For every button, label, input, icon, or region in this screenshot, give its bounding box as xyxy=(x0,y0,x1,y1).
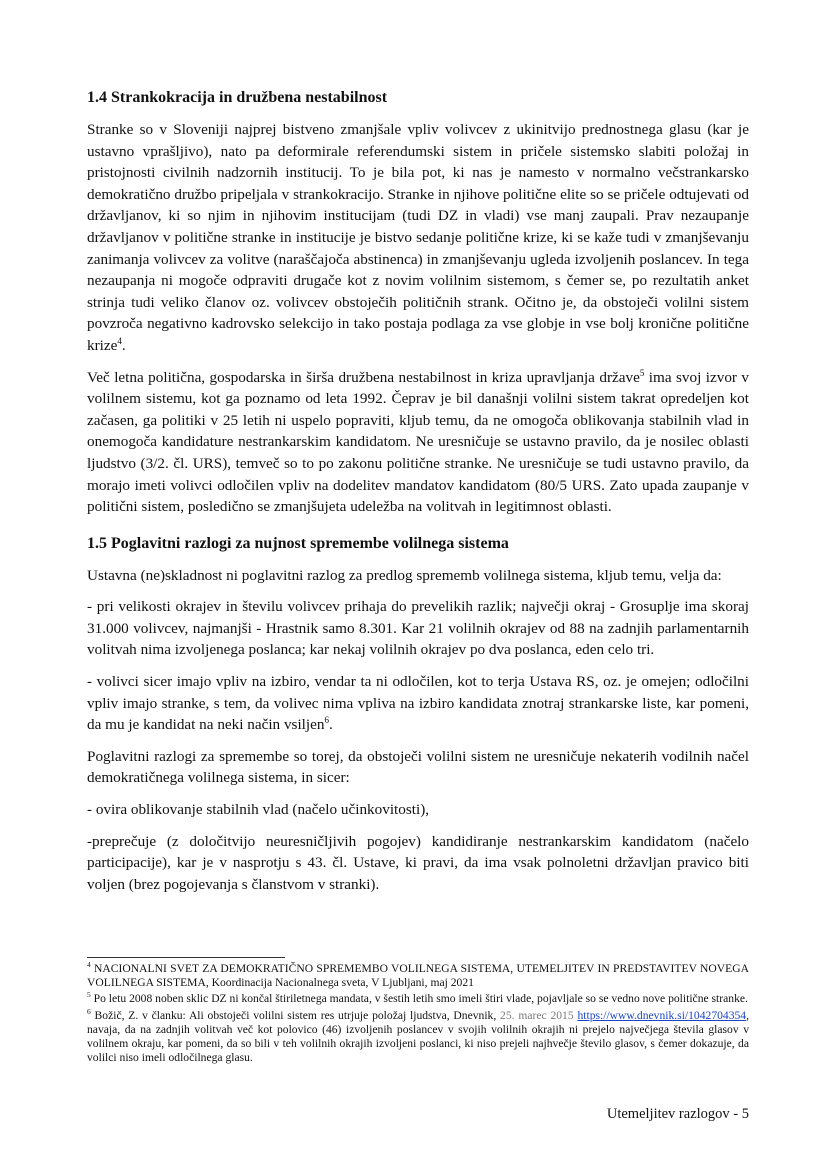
section-heading-1-5: 1.5 Poglavitni razlogi za nujnost spremembe volilnega sistema xyxy=(87,534,509,552)
paragraph: -preprečuje (z določitvijo neuresničljivih pogojev) kandidiranje nestrankarskim kandidatom (načelo participacije), kar je v nasprotju s 43. čl. Ustave, ki pravi, da ima vsak polnoletni državljan pravico biti voljen (brez pogojevanja s članstvom v stranki). xyxy=(87,832,749,893)
footnotes xyxy=(87,962,749,1067)
paragraph: Ustavna (ne)skladnost ni poglavitni razlog za predlog sprememb volilnega sistema, kljub temu, velja da: xyxy=(87,566,722,584)
page-footer: Utemeljitev razlogov - 5 xyxy=(606,1106,749,1122)
footnote-ref-6[interactable]: 6 xyxy=(324,715,329,726)
paragraph: Poglavitni razlogi za spremembe so torej, da obstoječi volilni sistem ne uresničuje nekaterih vodilnih načel demokratičnega volilnega sistema, in sicer: xyxy=(87,747,749,787)
footnote-ref-4[interactable]: 4 xyxy=(117,335,122,346)
paragraph: - ovira oblikovanje stabilnih vlad (načelo učinkovitosti), xyxy=(87,801,430,819)
footnote-divider xyxy=(87,957,285,958)
footnote-5: $^5$ Po letu 2008 noben sklic DZ ni končal štiriletnega mandata, v šestih letih smo imeli štiri vlade, pojavljale so se vedno nove politične stranke. xyxy=(87,990,748,1006)
paragraph: - pri velikosti okrajev in številu volivcev prihaja do prevelikih razlik; največji okraj - Grosuplje ima skoraj 31.000 volivcev, najmanjši - Hrastnik samo 8.301. Kar 21 volilnih okrajev od 88 na zadnjih parlamentarnih volitvah nima izvoljenega poslanca; kar nekaj volilnih okrajev po dva poslanca, eden celo tri. xyxy=(87,598,749,659)
section-heading-1-4: 1.4 Strankokracija in družbena nestabilnost xyxy=(87,89,388,106)
main-content xyxy=(87,88,749,905)
paragraph: Več letna politična, gospodarska in širša družbena nestabilnost in kriza upravljanja države$^5$ ima svoj izvor v volilnem sistemu, kot ga poznamo od leta 1992. Čeprav je bil današnji volilni sistem takrat opredeljen kot začasen, ga politiki v 25 letih ni uspelo popraviti, kljub temu, da ne omogoča oblikovanja stabilnih vlad in onemogoča kandidature nestrankarskim kandidatom. Ne uresničuje se ustavno pravilo, da je nosilec oblasti ljudstvo (3/2. čl. URS), temveč so to po zakonu politične stranke. Ne uresničuje se tudi ustavno pravilo, da morajo imeti volivci odločilen vpliv na dodelitev mandatov kandidatom (80/5 URS. Zato upada zaupanje v politični sistem, posledično se zmanjšujeta udeležba na volitvah in legitimnost oblasti. xyxy=(87,367,750,516)
footnote-date: 25. marec 2015 xyxy=(500,1008,574,1022)
footnote-4: $^4$ NACIONALNI SVET ZA DEMOKRATIČNO SPREMEMBO VOLILNEGA SISTEMA, UTEMELJITEV IN PREDSTAVITEV NOVEGA VOLILNEGA SISTEMA, Koordinacija Nacionalnega sveta, V Ljubljani, maj 2021 xyxy=(87,960,749,990)
footnote-ref-5[interactable]: 5 xyxy=(639,367,645,378)
footnote-link[interactable]: https://www.dnevnik.si/1042704354 xyxy=(577,1008,747,1022)
paragraph: Stranke so v Sloveniji najprej bistveno zmanjšale vpliv volivcev z ukinitvijo prednostnega glasu (kar je ustavno vprašljivo), nato pa deformirale referendumski sistem in pričele sistemsko slabiti položaj in pristojnosti civilnih nadzornih institucij. To je bila pot, ki nas je namesto v normalno večstrankarsko demokratično družbo pripeljala v strankokracijo. Stranke in njihove politične elite so se pričele odtujevati od državljanov, ki so njim in njihovim institucijam (tudi DZ in vladi) vse manj zaupali. Prav nezaupanje državljanov v politične stranke in institucije je bistvo sedanje politične krize, ki se kaže tudi v zmanjševanju zanimanja volivcev za volitve (naraščajoča abstinenca) in zmanjševanju ugleda izvoljenih poslancev. In tega nezaupanja ni mogoče odpraviti drugače kot z novim volilnim sistemom, s čemer se, po rezultatih anket strinja tudi veliko članov oz. volivcev obstoječih političnih strank. Očitno je, da obstoječi volilni sistem povzroča negativno kadrovsko selekcijo in tako postaja podlaga za vse globje in vse bolj kronične politične krize$^4$. xyxy=(87,121,749,354)
paragraph: - volivci sicer imajo vpliv na izbiro, vendar ta ni odločilen, kot to terja Ustava RS, oz. je omejen; odločilni vpliv imajo stranke, s tem, da volivec nima vpliva na izbiro kandidata znotraj strankarske liste, kar pomeni, da mu je kandidat na neki način vsiljen$^6$. xyxy=(87,673,749,734)
footnote-6: $^6$ Božič, Z. v članku: Ali obstoječi volilni sistem res utrjuje položaj ljudstva, Dnevnik, 25. marec 2015 https://www.dnevnik.si/1042704354, navaja, da na zadnjih volitvah več kot polovico (46) izvoljenih poslancev v svojih volilnih okrajih ni prejelo največjega števila glasov v volilnem okraju, kar pomeni, da so bili v teh volilnih okrajih izvoljeni poslanci, ki niso prejeli najhvečje število glasov, s čemer dokazuje, da volilci niso imeli odločilnega glasu. xyxy=(87,1006,750,1065)
